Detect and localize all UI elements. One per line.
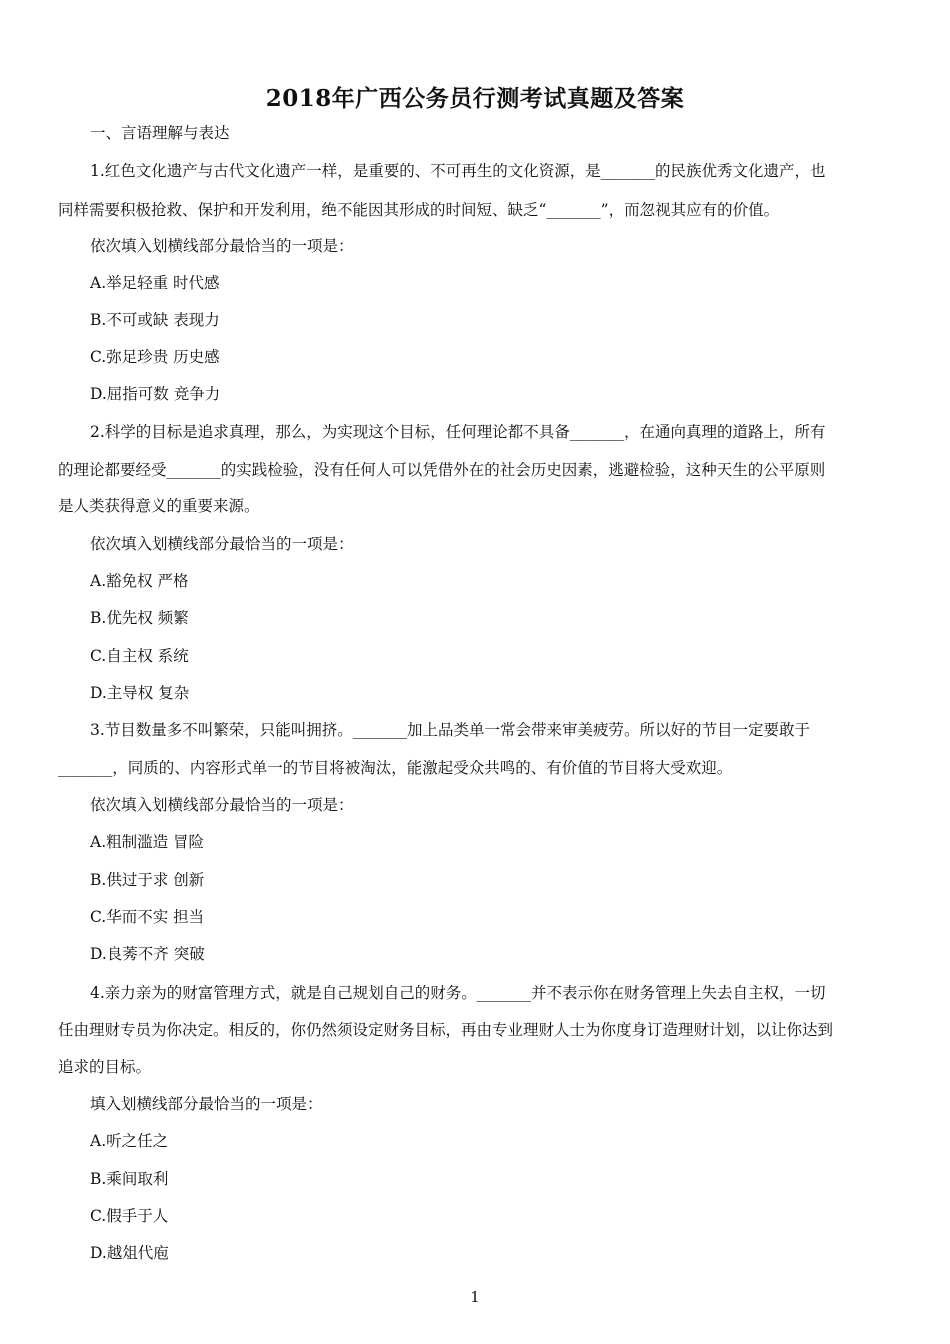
page-number: 1	[470, 1288, 480, 1306]
question-1-text-cont: 同样需要积极抢救、保护和开发利用，绝不能因其形成的时间短、缺乏“_______”，而忽视其应有的价值。	[58, 201, 780, 219]
question-2-option-b: B.优先权 频繁	[90, 609, 189, 627]
question-1-prompt: 依次填入划横线部分最恰当的一项是：	[90, 237, 354, 255]
question-4-option-d: D.越俎代庖	[90, 1244, 169, 1262]
question-2-text: 2.科学的目标是追求真理，那么，为实现这个目标，任何理论都不具备_______，在通向真理的道路上，所有	[90, 423, 826, 441]
question-4-option-a: A.听之任之	[90, 1132, 169, 1150]
question-3-text: 3.节目数量多不叫繁荣，只能叫拥挤。_______加上品类单一常会带来审美疲劳。所以好的节目一定要敢于	[90, 721, 811, 739]
question-1-option-c: C.弥足珍贵 历史感	[90, 348, 220, 366]
question-2-option-d: D.主导权 复杂	[90, 684, 190, 702]
question-3-option-b: B.供过于求 创新	[90, 871, 205, 889]
question-3-option-d: D.良莠不齐 突破	[90, 945, 205, 963]
question-2-option-c: C.自主权 系统	[90, 647, 189, 665]
question-4-text: 4.亲力亲为的财富管理方式，就是自己规划自己的财务。_______并不表示你在财务管理上失去自主权，一切	[90, 984, 826, 1002]
question-2-text-cont-2: 是人类获得意义的重要来源。	[58, 497, 260, 515]
question-2-text-cont: 的理论都要经受_______的实践检验，没有任何人可以凭借外在的社会历史因素，逃避检验，这种天生的公平原则	[58, 461, 826, 479]
question-4-option-c: C.假手于人	[90, 1207, 169, 1225]
question-1-option-b: B.不可或缺 表现力	[90, 311, 220, 329]
question-4-option-b: B.乘间取利	[90, 1170, 169, 1188]
section-heading: 一、言语理解与表达	[90, 124, 230, 142]
question-3-option-a: A.粗制滥造 冒险	[90, 833, 205, 851]
question-4-text-cont: 任由理财专员为你决定。相反的，你仍然须设定财务目标，再由专业理财人士为你度身订造理财计划，以让你达到	[58, 1021, 834, 1039]
question-1-option-a: A.举足轻重 时代感	[90, 274, 220, 292]
question-2-prompt: 依次填入划横线部分最恰当的一项是：	[90, 535, 354, 553]
question-2-option-a: A.豁免权 严格	[90, 572, 189, 590]
question-3-option-c: C.华而不实 担当	[90, 908, 205, 926]
question-4-prompt: 填入划横线部分最恰当的一项是：	[90, 1095, 323, 1113]
document-title: 2018年广西公务员行测考试真题及答案	[265, 85, 685, 112]
question-1-option-d: D.屈指可数 竞争力	[90, 385, 221, 403]
question-3-prompt: 依次填入划横线部分最恰当的一项是：	[90, 796, 354, 814]
question-1-text: 1.红色文化遗产与古代文化遗产一样，是重要的、不可再生的文化资源，是_______的民族优秀文化遗产，也	[90, 162, 826, 180]
question-3-text-cont: _______，同质的、内容形式单一的节目将被淘汰，能激起受众共鸣的、有价值的节目将大受欢迎。	[58, 759, 733, 777]
question-4-text-cont-2: 追求的目标。	[58, 1058, 152, 1076]
